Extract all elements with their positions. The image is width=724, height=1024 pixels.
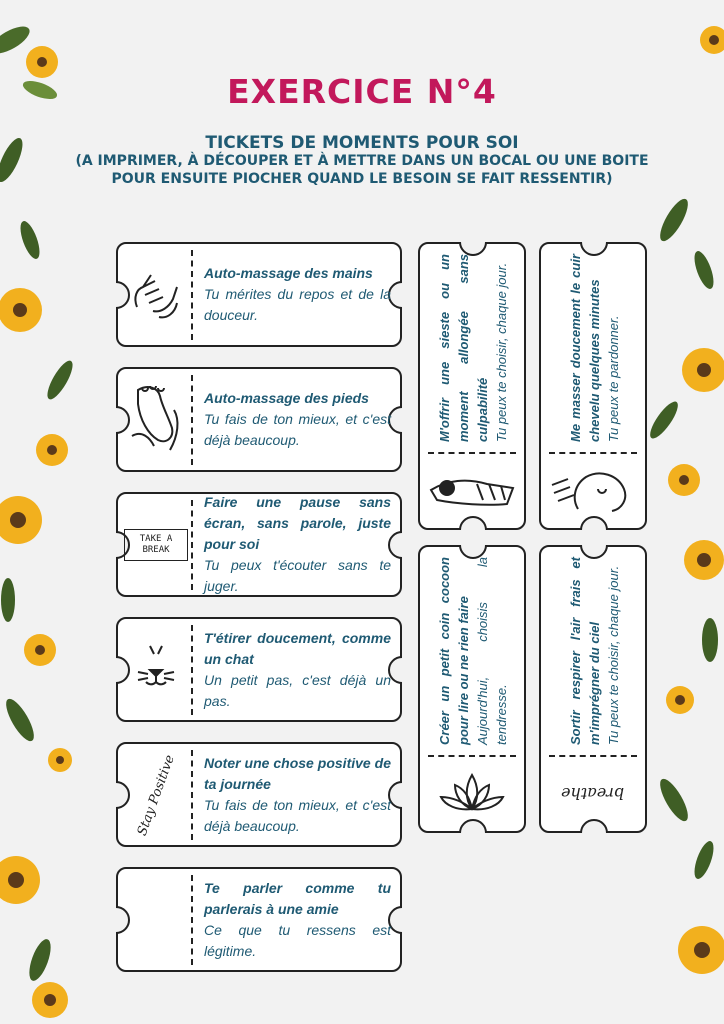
ticket-title: Faire une pause sans écran, sans parole, juste pour soi (204, 494, 391, 552)
subtitle-instructions: (A IMPRIMER, À DÉCOUPER ET À METTRE DANS UN BOCAL OU UNE BOITE POUR ENSUITE PIOCHER QUAND LE BESOIN SE FAIT RESSENTIR) (75, 153, 649, 187)
empty-stub (124, 875, 188, 965)
ticket-text: Aujourd'hui, choisis la tendresse. (475, 557, 509, 745)
ticket-scalp-massage (539, 242, 647, 530)
ticket-title: M'offrir une sieste ou un moment allongée sans culpabilité (437, 254, 490, 442)
page-title: EXERCICE N°4 (227, 72, 497, 111)
ticket-cat-stretch (116, 617, 402, 722)
sleeping-person-icon (426, 458, 518, 522)
subtitle-main: TICKETS DE MOMENTS POUR SOI (205, 133, 519, 153)
ticket-nap (418, 242, 526, 530)
ticket-fresh-air (539, 545, 647, 833)
ticket-text: Tu mérites du repos et de la douceur. (204, 286, 391, 323)
ticket-positive-note (116, 742, 402, 847)
lotus-icon (426, 761, 518, 825)
ticket-title: Sortir respirer l'air frais et m'imprégner du ciel (567, 557, 602, 745)
page-subtitle (70, 134, 654, 188)
ticket-title: Auto-massage des pieds (204, 390, 369, 406)
ticket-text: Tu peux te choisir, chaque jour. (494, 262, 509, 442)
ticket-title: Me masser doucement le cuir chevelu quelques minutes (567, 254, 602, 442)
ticket-title: Te parler comme tu parlerais à une amie (204, 879, 391, 917)
hands-massage-icon (124, 250, 188, 340)
ticket-text: Ce que tu ressens est légitime. (204, 921, 391, 959)
ticket-text: Tu peux te choisir, chaque jour. (605, 565, 621, 745)
ticket-title: Auto-massage des mains (204, 265, 373, 281)
flower-border-right-icon (644, 0, 724, 1024)
ticket-title: Noter une chose positive de ta journée (204, 754, 391, 792)
cat-face-icon (124, 625, 188, 715)
ticket-self-talk (116, 867, 402, 972)
ticket-title: Créer un petit coin cocoon pour lire ou ne rien faire (437, 557, 471, 745)
ticket-text: Un petit pas, c'est déjà un pas. (204, 671, 391, 709)
ticket-title: T'étirer doucement, comme un chat (204, 629, 391, 667)
ticket-text: Tu peux t'écouter sans te juger. (204, 557, 391, 594)
head-massage-icon (547, 458, 639, 522)
ticket-text: Tu peux te pardonner. (605, 315, 621, 442)
ticket-hands-massage (116, 242, 402, 347)
flower-border-left-icon (0, 0, 80, 1024)
breathe-icon: breathe (561, 783, 625, 803)
ticket-text: Tu fais de ton mieux, et c'est déjà beaucoup. (204, 411, 391, 448)
ticket-text: Tu fais de ton mieux, et c'est déjà beaucoup. (204, 796, 391, 834)
ticket-foot-massage (116, 367, 402, 472)
stay-positive-icon: Stay Positive (134, 752, 178, 838)
take-a-break-icon: TAKE A BREAK (124, 500, 188, 590)
foot-massage-icon (124, 375, 188, 465)
ticket-take-a-break (116, 492, 402, 597)
ticket-cocoon (418, 545, 526, 833)
